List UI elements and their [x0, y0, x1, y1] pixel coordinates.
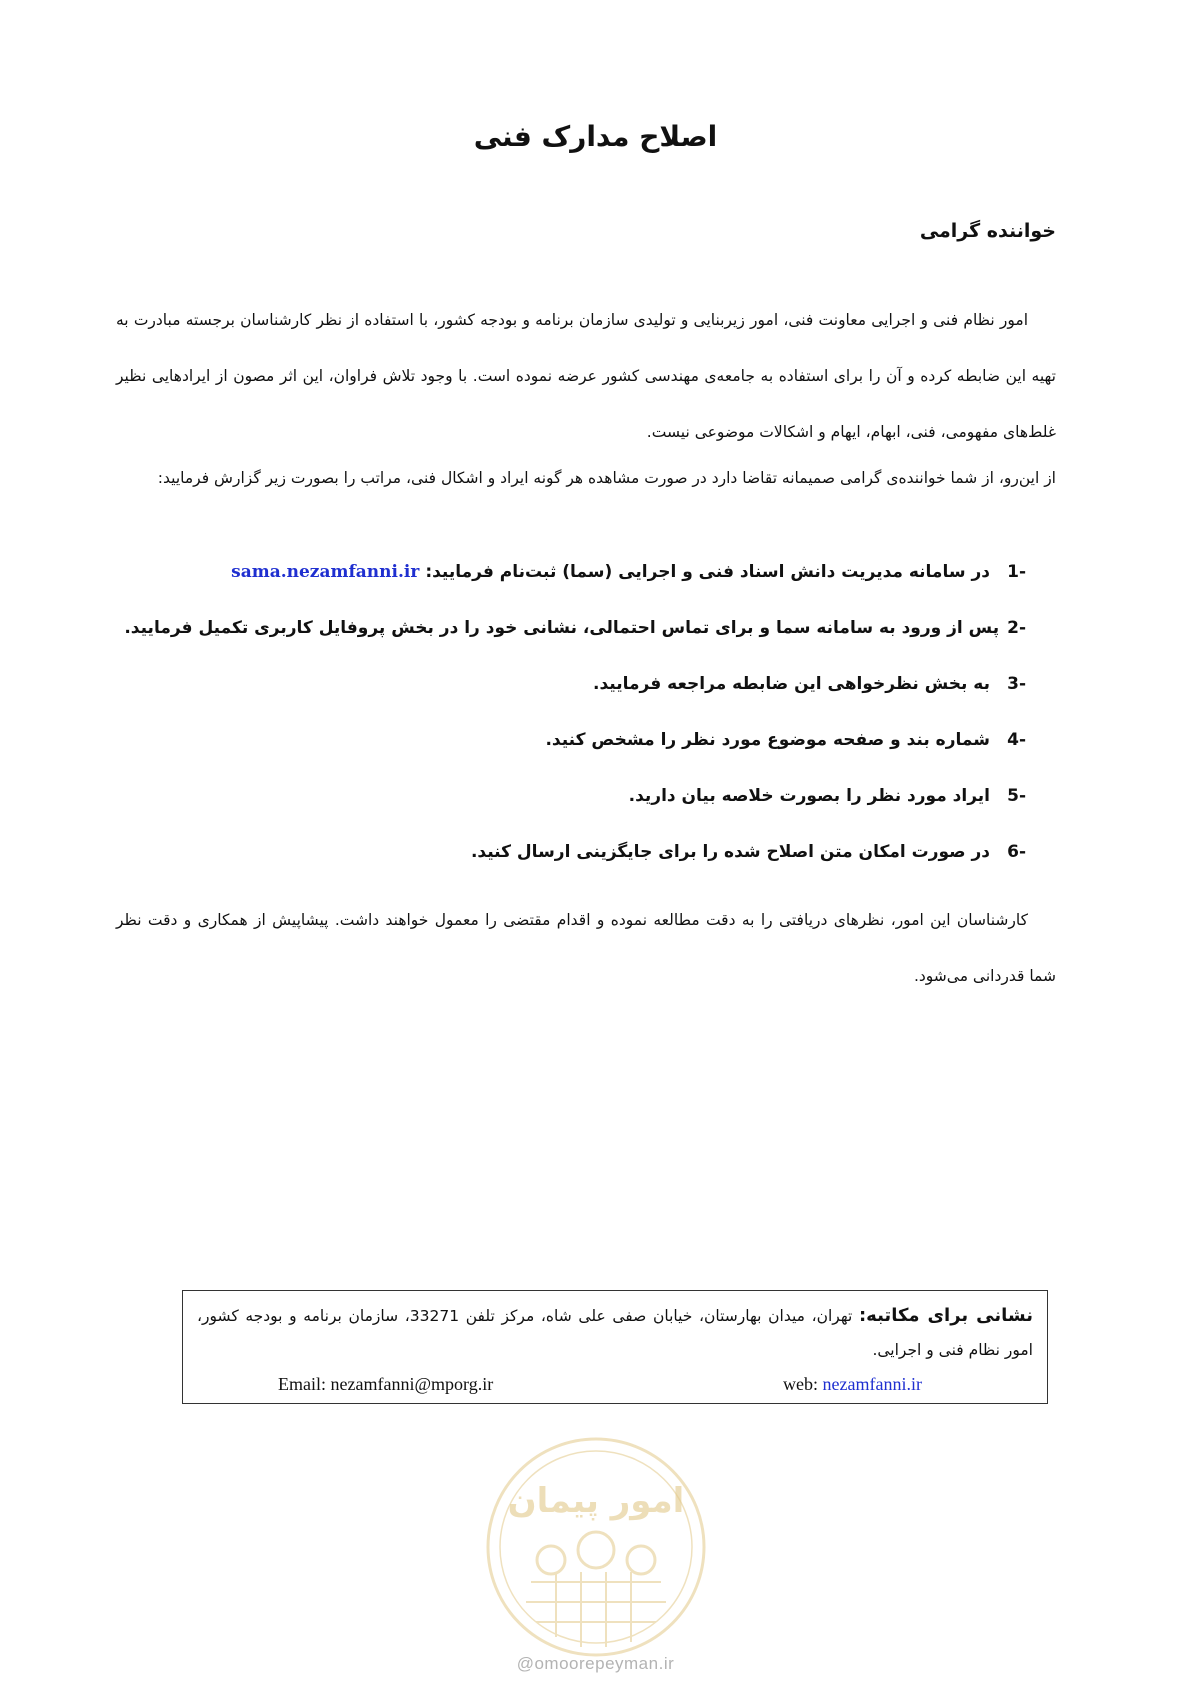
step-item: [126, 562, 1026, 618]
contact-label: نشانی برای مکاتبه:: [858, 1305, 1033, 1326]
closing-paragraph: کارشناسان این امور، نظرهای دریافتی را به دقت مطالعه نموده و اقدام مقتضی را معمول خواهند داشت. پیشاپیش از همکاری و دقت نظر شما قدردانی می‌شود.: [116, 911, 1056, 985]
sama-link[interactable]: sama.nezamfanni.ir: [231, 562, 420, 582]
page-title: اصلاح مدارک فنی: [473, 120, 718, 153]
step-text: ایراد مورد نظر را بصورت خلاصه بیان دارید.: [628, 786, 990, 806]
steps-list: [126, 562, 1026, 898]
step-item: [126, 842, 1026, 898]
step-item: [126, 674, 1026, 730]
web-label: web:: [783, 1374, 818, 1394]
step-text: به بخش نظرخواهی این ضابطه مراجعه فرمایید.: [593, 674, 990, 694]
step-text: شماره بند و صفحه موضوع مورد نظر را مشخص کنید.: [545, 730, 990, 750]
step-item: [126, 786, 1026, 842]
contact-address-block: [197, 1299, 1033, 1367]
contact-address: تهران، میدان بهارستان، خیابان صفی علی شاه، مرکز تلفن 33271، سازمان برنامه و بودجه کشور، امور نظام فنی و اجرایی.: [197, 1307, 1033, 1359]
email-label: Email:: [278, 1374, 326, 1394]
step-number: 2-: [1007, 618, 1026, 638]
watermark-brand: @omoorepeyman.ir: [516, 1654, 675, 1673]
web-line: [783, 1374, 922, 1395]
step-item: [126, 618, 1026, 674]
request-paragraph: از این‌رو، از شما خواننده‌ی گرامی صمیمانه تقاضا دارد در صورت مشاهده هر گونه ایراد و اشکال فنی، مراتب را بصورت زیر گزارش فرمایید:: [157, 469, 1056, 487]
step-text: در صورت امکان متن اصلاح شده را برای جایگزینی ارسال کنید.: [470, 842, 990, 862]
contact-box: [182, 1290, 1048, 1404]
step-number: 4-: [1007, 730, 1026, 750]
step-number: 1-: [1007, 562, 1026, 582]
step-number: 3-: [1007, 674, 1026, 694]
step-text: در سامانه مدیریت دانش اسناد فنی و اجرایی (سما) ثبت‌نام فرمایید:: [425, 562, 990, 582]
step-number: 6-: [1007, 842, 1026, 862]
watermark-logo: [481, 1432, 711, 1662]
step-number: 5-: [1007, 786, 1026, 806]
web-link[interactable]: nezamfanni.ir: [822, 1374, 922, 1394]
step-item: [126, 730, 1026, 786]
greeting-heading: خواننده گرامی: [919, 220, 1056, 242]
email-line: [278, 1374, 493, 1395]
watermark-logo-text: امور پیمان: [507, 1481, 685, 1521]
intro-paragraph: امور نظام فنی و اجرایی معاونت فنی، امور زیربنایی و تولیدی سازمان برنامه و بودجه کشور، با استفاده از نظر کارشناسان برجسته مبادرت به تهیه این ضابطه کرده و آن را برای استفاده به جامعه‌ی مهندسی کشور عرضه نموده است. با وجود تلاش فراوان، این اثر مصون از ایرادهایی نظیر غلط‌های مفهومی، فنی، ابهام، ایهام و اشکالات موضوعی نیست.: [116, 311, 1056, 441]
step-text: پس از ورود به سامانه سما و برای تماس احتمالی، نشانی خود را در بخش پروفایل کاربری تکمیل فرمایید.: [124, 618, 1000, 638]
email-address[interactable]: nezamfanni@mporg.ir: [330, 1374, 494, 1394]
